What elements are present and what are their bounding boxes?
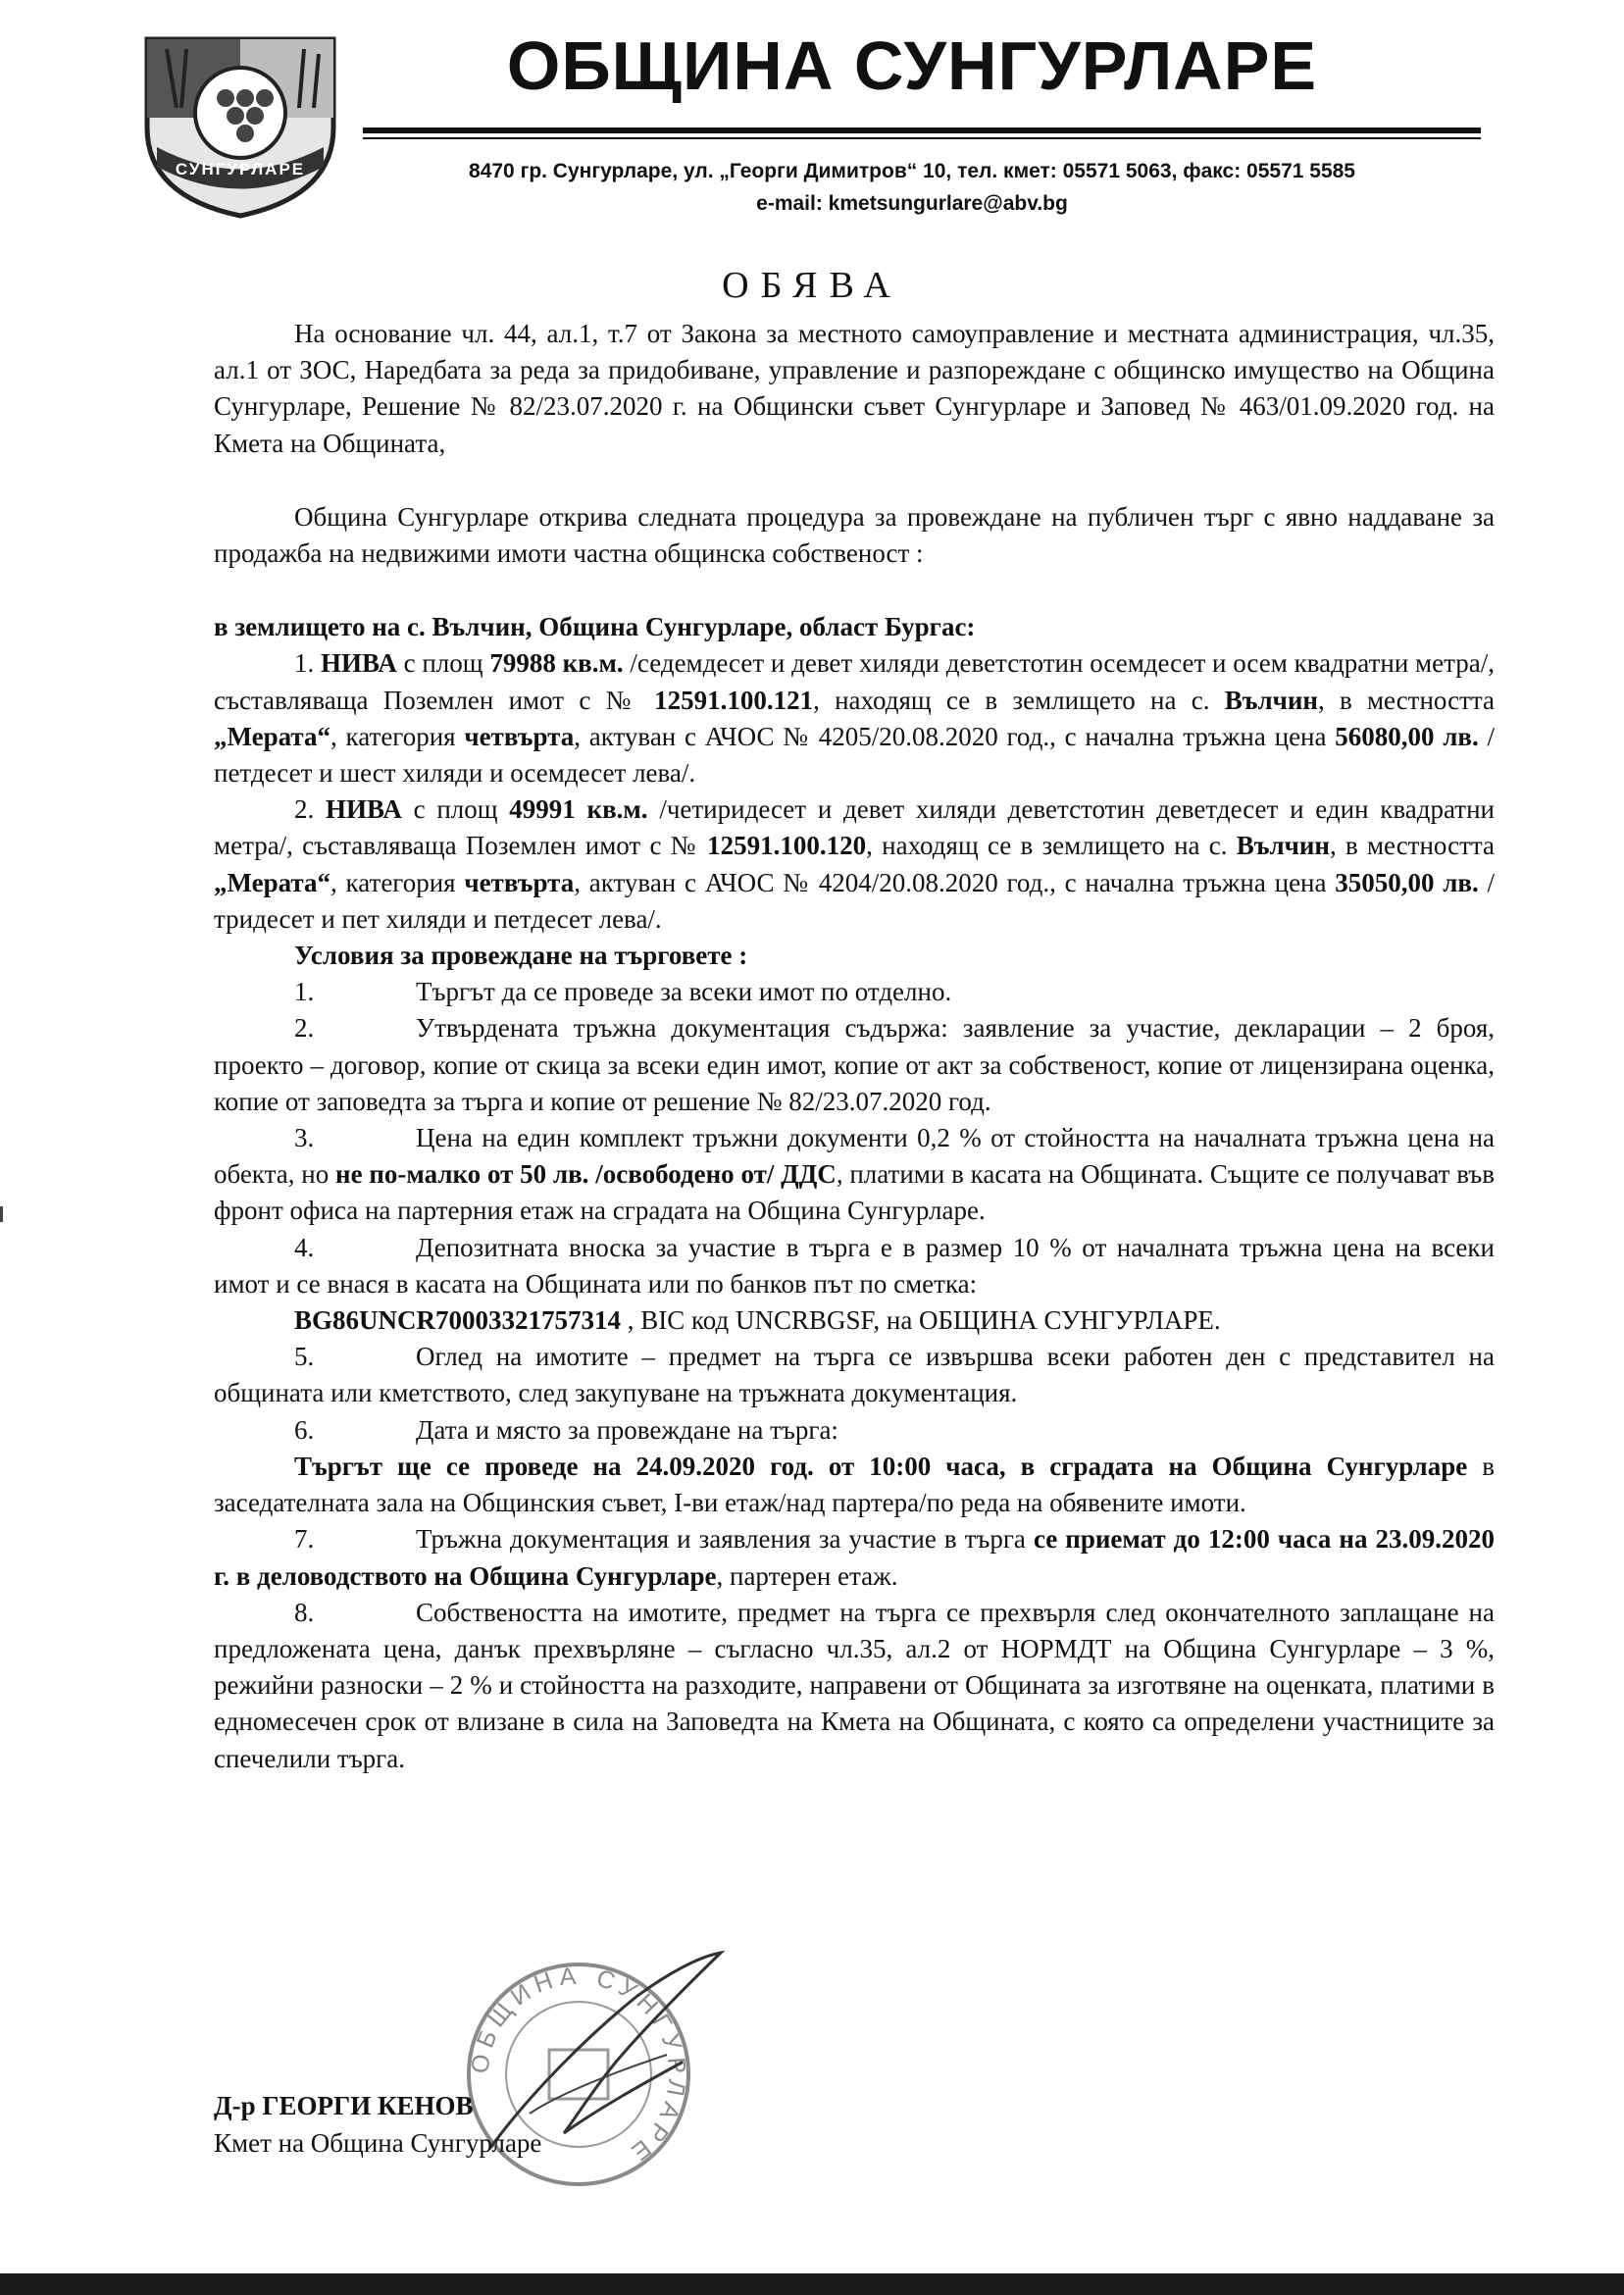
preamble-paragraph: На основание чл. 44, ал.1, т.7 от Закона за местното самоуправление и местната администрация, чл.35, ал.1 от ЗОС, Наредбата за реда за придобиване, управление и разпореждане с общинско имущество на Община Сунгурларе, Решение № 82/23.07.2020 г. на Общински съвет Сунгурларе и Заповед № 463/01.09.2020 год. на Кмета на Общината, bbox=[214, 319, 1495, 458]
intro-paragraph: Община Сунгурларе открива следната процедура за провеждане на публичен търг с явно наддаване за продажба на недвижими имоти частна общинска собственост : bbox=[214, 501, 1495, 569]
bank-account-line: BG86UNCR70003321757314 , BIC код UNCRBGSF, на ОБЩИНА СУНГУРЛАРЕ. bbox=[294, 1305, 1221, 1336]
location-heading: в землището на с. Вълчин, Община Сунгурларе, област Бургас: bbox=[214, 612, 976, 642]
document-body bbox=[214, 316, 1495, 1777]
logo-text: СУНГУРЛАРЕ bbox=[175, 160, 306, 178]
condition-item: 7. Тръжна документация и заявления за участие в търга се приемат до 12:00 часа на 23.09.2020 г. в деловодството на Община Сунгурларе, партерен етаж. bbox=[214, 1524, 1495, 1591]
property-item: 1. НИВА с площ 79988 кв.м. /седемдесет и девет хиляди деветстотин осемдесет и осем квадратни метра/, съставляваща Поземлен имот с № 12591.100.121, находящ се в землището на с. Вълчин, в местността „Мерата“, категория четвърта, актуван с АЧОС № 4205/20.08.2020 год., с начална тръжна цена 56080,00 лв. /петдесет и шест хиляди и осемдесет лева/. bbox=[214, 648, 1496, 789]
email-line: e-mail: kmetsungurlare@abv.bg bbox=[756, 192, 1068, 215]
scan-bottom-edge bbox=[0, 2273, 1624, 2295]
condition-item: 5. Оглед на имотите – предмет на търга се извършва всеки работен ден с представител на общината или кметството, след закупуване на тръжната документация. bbox=[214, 1342, 1495, 1408]
condition-item: 4. Депозитната вноска за участие в търга е в размер 10 % от началната тръжна цена на всеки имот и се внася в касата на Общината или по банков път по сметка: bbox=[214, 1232, 1495, 1299]
signer-name: Д-р ГЕОРГИ КЕНОВ bbox=[214, 2091, 474, 2120]
document-title: ОБЯВА bbox=[722, 265, 902, 306]
condition-item: 6. Дата и място за провеждане на търга: bbox=[294, 1414, 838, 1445]
condition-item: 3. Цена на един комплект тръжни документи 0,2 % от стойността на началната тръжна цена на обекта, но не по-малко от 50 лв. /освободено от/ ДДС, платими в касата на Общината. Същите се получават във фронт офиса на партерния етаж на сградата на Община Сунгурларе. bbox=[214, 1123, 1495, 1226]
contact-info bbox=[363, 155, 1461, 220]
conditions-heading: Условия за провеждане на търговете : bbox=[294, 941, 748, 971]
stamp-text: ОБЩИНА СУНГУРЛАРЕ bbox=[466, 1962, 691, 2169]
header-rule-thick bbox=[363, 128, 1481, 133]
municipality-coat-of-arms bbox=[127, 20, 353, 221]
property-item: 2. НИВА с площ 49991 кв.м. /четиридесет и девет хиляди деветстотин деветдесет и един квадратни метра/, съставляваща Поземлен имот с № 12591.100.120, находящ се в землището на с. Вълчин, в местността „Мерата“, категория четвърта, актуван с АЧОС № 4204/20.08.2020 год., с начална тръжна цена 35050,00 лв. /тридесет и пет хиляди и петдесет лева/. bbox=[214, 794, 1495, 934]
condition-item: 1. Търгът да се проведе за всеки имот по отделно. bbox=[294, 977, 952, 1007]
scan-artifact bbox=[0, 1206, 3, 1222]
iban: BG86UNCR70003321757314 bbox=[294, 1305, 622, 1336]
signer-role: Кмет на Община Сунгурларе bbox=[214, 2128, 542, 2158]
condition-item: 8. Собствеността на имотите, предмет на търга се прехвърля след окончателното заплащане на предложената цена, данък прехвърляне – съгласно чл.35, ал.2 от НОРМДТ на Община Сунгурларе – 3 %, режийни разноски – 2 % и стойността на разходите, направени от Общината за изготвяне на оценката, платими в едномесечен срок от влизане в сила на Заповедта на Кмета на Общината, с която са определени участниците за спечелили търга. bbox=[214, 1597, 1495, 1773]
auction-date-paragraph: Търгът ще се проведе на 24.09.2020 год. от 10:00 часа, в сградата на Община Сунгурларе в заседателната зала на Общинския съвет, І-ви етаж/над партера/по реда на обявените имоти. bbox=[214, 1451, 1495, 1518]
address-line: 8470 гр. Сунгурларе, ул. „Георги Димитров“ 10, тел. кмет: 05571 5063, факс: 05571 5585 bbox=[469, 160, 1355, 182]
organization-title: ОБЩИНА СУНГУРЛАРЕ bbox=[506, 27, 1318, 104]
header-rule-thin bbox=[363, 137, 1481, 139]
condition-item: 2. Утвърдената тръжна документация съдържа: заявление за участие, декларации – 2 броя, проекто – договор, копие от скица за всеки един имот, копие от акт за собственост, копие от лицензирана оценка, копие от заповедта за търга и копие от решение № 82/23.07.2020 год. bbox=[214, 1013, 1495, 1116]
